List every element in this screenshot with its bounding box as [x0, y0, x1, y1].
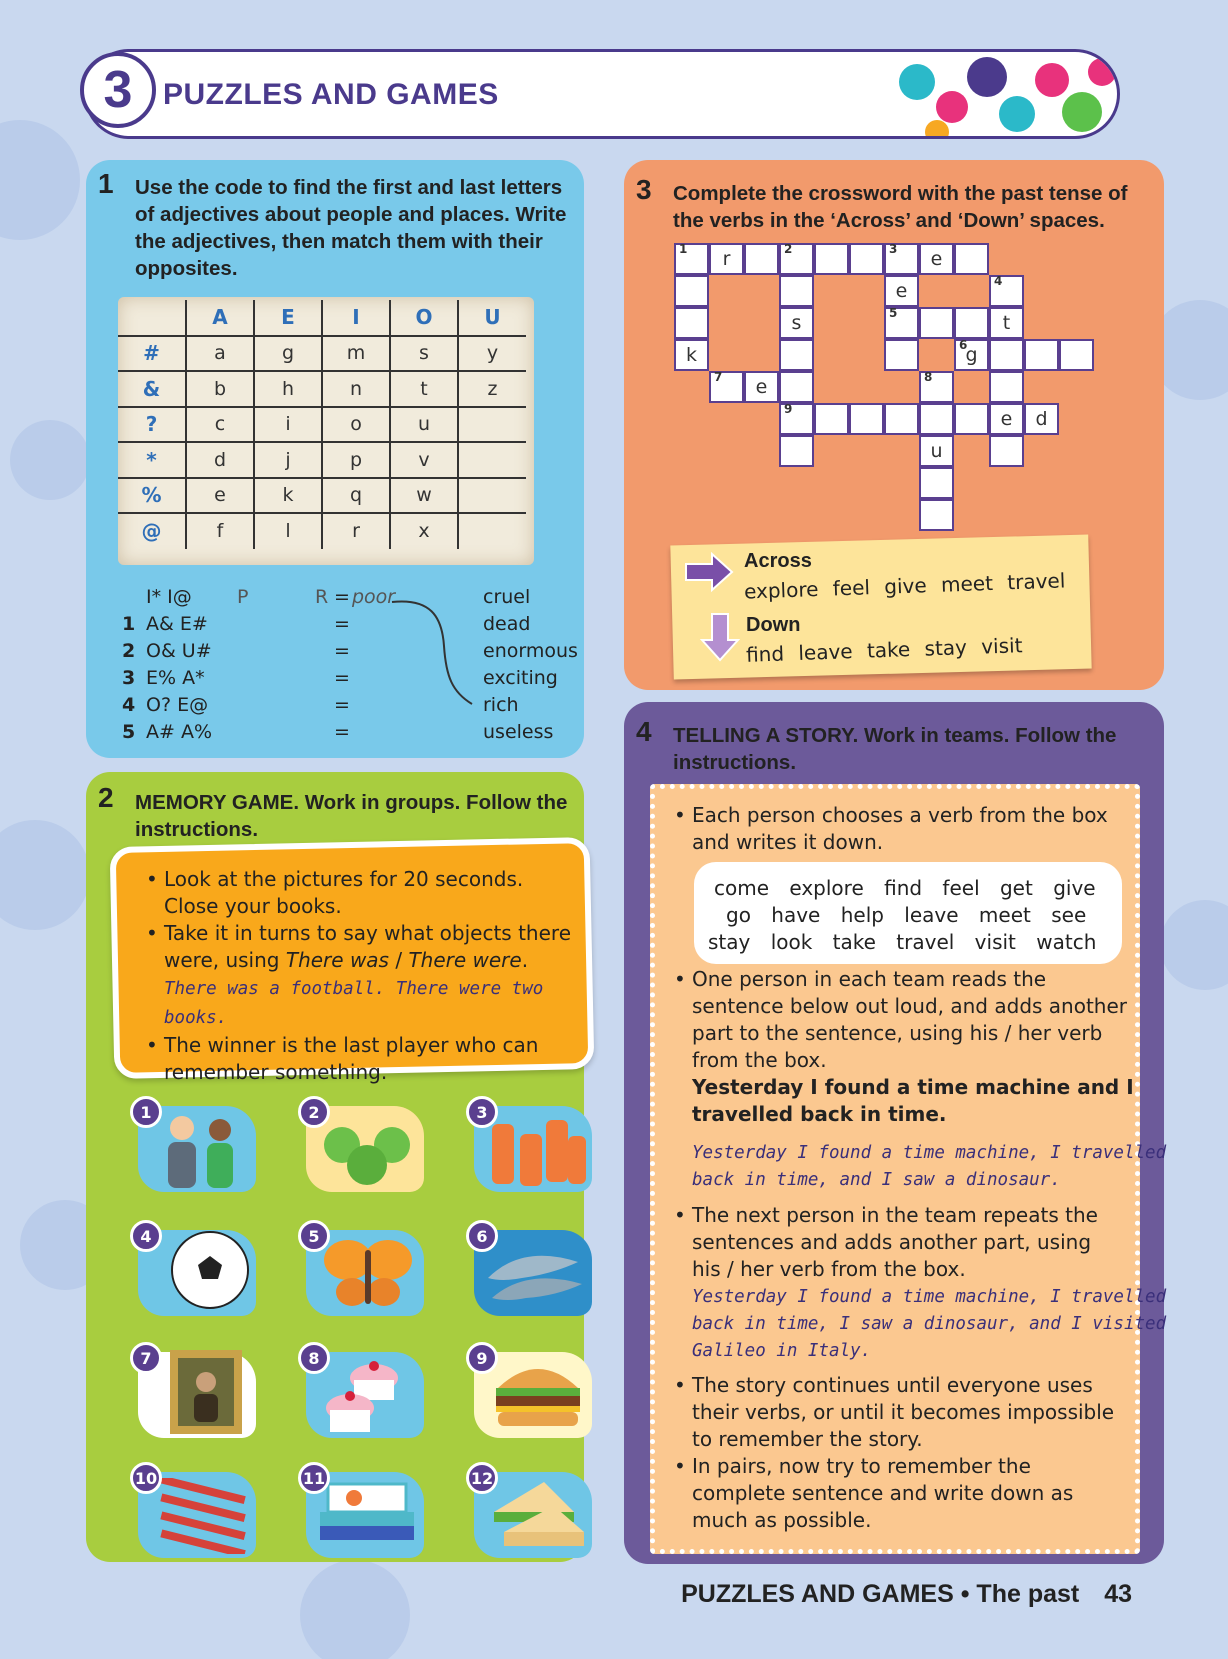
bg-blob	[1160, 900, 1228, 990]
picture-football: 4	[130, 1220, 256, 1316]
crossword-cell[interactable]	[814, 403, 849, 435]
crossword-cell[interactable]: 5	[884, 307, 919, 339]
opposite-word: cruel	[483, 586, 531, 608]
crossword-cell[interactable]	[1059, 339, 1094, 371]
opposite-word: exciting	[483, 667, 558, 689]
crossword-cell[interactable]: k	[674, 339, 709, 371]
crossword-cell[interactable]	[989, 339, 1024, 371]
crossword-cell[interactable]: d	[1024, 403, 1059, 435]
crossword-cell[interactable]: e	[919, 243, 954, 275]
picture-painting: 7	[130, 1342, 256, 1438]
exercise-3-number: 3	[636, 174, 652, 205]
crossword-cell[interactable]: 6 g	[954, 339, 989, 371]
page-number: 43	[1104, 1580, 1132, 1608]
story-bullet-4: • The story continues until everyone uses their verbs, or until it becomes impossible to remember the story. • In pairs, now try to remember the complete sentence and write down as much as possible.	[670, 1372, 1140, 1534]
down-label: Down	[746, 614, 801, 636]
crossword-cell[interactable]	[814, 243, 849, 275]
verb-line: stay look take travel visit watch	[708, 930, 1097, 954]
crossword-cell[interactable]	[779, 339, 814, 371]
crossword-cell[interactable]: 2	[779, 243, 814, 275]
match-line-icon	[390, 596, 480, 712]
apples-icon	[312, 1110, 422, 1190]
crossword-cell[interactable]	[884, 339, 919, 371]
across-label: Across	[744, 550, 812, 572]
painting-icon	[166, 1346, 246, 1438]
crossword-cell[interactable]	[779, 435, 814, 467]
crossword-cell[interactable]: 3	[884, 243, 919, 275]
picture-cupcakes: 8	[298, 1342, 424, 1438]
story-example-1: Yesterday I found a time machine, I travelled back in time, and I saw a dinosaur.	[692, 1143, 1167, 1190]
story-example-2: Yesterday I found a time machine, I travelled back in time, I saw a dinosaur, and I visited Galileo in Italy.	[692, 1287, 1167, 1361]
exercise-1-instruction: Use the code to find the first and last letters of adjectives about people and places. Write the adjectives, then match them with their opposites.	[135, 176, 567, 280]
opposite-word: rich	[483, 694, 519, 716]
exercise-2-number: 2	[98, 782, 114, 813]
crossword-cell[interactable]	[744, 243, 779, 275]
picture-apples: 2	[298, 1096, 424, 1192]
picture-butterfly: 5	[298, 1220, 424, 1316]
unit-title: PUZZLES AND GAMES	[163, 78, 499, 111]
people-icon	[150, 1110, 250, 1190]
exercise-1-number: 1	[98, 168, 114, 199]
arrow-right-icon	[684, 552, 734, 592]
crossword-cell[interactable]	[919, 467, 954, 499]
exercise-4-instruction: TELLING A STORY. Work in teams. Follow the instructions.	[673, 724, 1117, 774]
picture-people: 1	[130, 1096, 256, 1192]
crossword-cell[interactable]: t	[989, 307, 1024, 339]
crossword-cell[interactable]	[919, 499, 954, 531]
crossword-cell[interactable]	[954, 243, 989, 275]
cupcakes-icon	[314, 1352, 420, 1436]
opposite-word: useless	[483, 721, 554, 743]
crossword-cell[interactable]	[919, 307, 954, 339]
down-words: find leave take stay visit	[745, 633, 1023, 667]
pencils-icon	[154, 1478, 254, 1554]
crossword-cell[interactable]: e	[744, 371, 779, 403]
arrow-down-icon	[700, 612, 740, 662]
butterfly-icon	[318, 1230, 418, 1314]
picture-burger: 9	[466, 1342, 592, 1438]
crossword-cell[interactable]	[919, 403, 954, 435]
verb-line: go have help leave meet see	[726, 903, 1087, 927]
crossword-cell[interactable]: s	[779, 307, 814, 339]
opposite-word: dead	[483, 613, 531, 635]
decorative-blobs-icon	[877, 52, 1117, 139]
page-footer	[681, 1580, 1132, 1609]
picture-bottles: 3	[466, 1096, 592, 1192]
bottles-icon	[484, 1106, 588, 1190]
crossword-cell[interactable]: e	[989, 403, 1024, 435]
unit-number: 3	[80, 52, 156, 128]
bg-blob	[10, 420, 90, 500]
memory-game-bullets: • Look at the pictures for 20 seconds. Close your books. • Take it in turns to say what objects there were, using There was / There were. There was a football. There were two books. • The winner is the last player who can remember something.	[142, 866, 582, 1086]
exercise-4-number: 4	[636, 716, 652, 747]
story-bullet-1: • Each person chooses a verb from the box and writes it down.	[670, 802, 1130, 856]
dolphins-icon	[482, 1238, 588, 1308]
crossword-cell[interactable]	[779, 275, 814, 307]
bg-blob	[300, 1560, 410, 1659]
crossword-cell[interactable]	[1024, 339, 1059, 371]
exercise-3-instruction: Complete the crossword with the past tense of the verbs in the ‘Across’ and ‘Down’ spaces.	[673, 182, 1128, 232]
crossword-cell[interactable]	[989, 371, 1024, 403]
crossword-cell[interactable]: 9	[779, 403, 814, 435]
crossword-cell[interactable]	[779, 371, 814, 403]
story-bullet-3: • The next person in the team repeats the sentences and adds another part, using his / her verb from the box.	[670, 1202, 1140, 1283]
picture-dolphins: 6	[466, 1220, 592, 1316]
bg-blob	[0, 820, 90, 930]
crossword-cell[interactable]	[849, 243, 884, 275]
picture-sandwiches: 12	[466, 1462, 592, 1558]
exercise-2-instruction: MEMORY GAME. Work in groups. Follow the instructions.	[135, 791, 568, 841]
code-table: A E I O U # a g m s y & b h n t z ? c i o u * d j p v % e k q w @ f l r x	[118, 300, 526, 549]
opposite-word: enormous	[483, 640, 578, 662]
crossword-cell[interactable]	[849, 403, 884, 435]
crossword-cell[interactable]	[674, 275, 709, 307]
crossword-cell[interactable]: u	[919, 435, 954, 467]
picture-books: 11	[298, 1462, 424, 1558]
verb-line: come explore find feel get give	[714, 876, 1096, 900]
crossword-cell[interactable]	[954, 403, 989, 435]
picture-pencils: 10	[130, 1462, 256, 1558]
burger-icon	[488, 1354, 588, 1434]
footer-text: PUZZLES AND GAMES • The past	[681, 1580, 1080, 1608]
crossword-cell[interactable]	[954, 307, 989, 339]
crossword-cell[interactable]	[884, 403, 919, 435]
sandwiches-icon	[484, 1472, 588, 1556]
bg-blob	[0, 120, 80, 240]
crossword-cell[interactable]: 4	[989, 275, 1024, 307]
crossword-cell[interactable]	[674, 307, 709, 339]
across-words: explore feel give meet travel	[743, 568, 1066, 604]
crossword-cell[interactable]	[989, 435, 1024, 467]
crossword-cell[interactable]: r	[709, 243, 744, 275]
crossword-cell[interactable]: e	[884, 275, 919, 307]
books-icon	[314, 1476, 420, 1556]
crossword-cell[interactable]: 7	[709, 371, 744, 403]
football-icon	[168, 1228, 252, 1312]
crossword-cell[interactable]: 1	[674, 243, 709, 275]
crossword-cell[interactable]: 8	[919, 371, 954, 403]
story-bullet-2: • One person in each team reads the sentence below out loud, and adds another part to the sentence, using his / her verb from the box. Yesterday I found a time machine and I travelled back in time.	[670, 966, 1140, 1128]
